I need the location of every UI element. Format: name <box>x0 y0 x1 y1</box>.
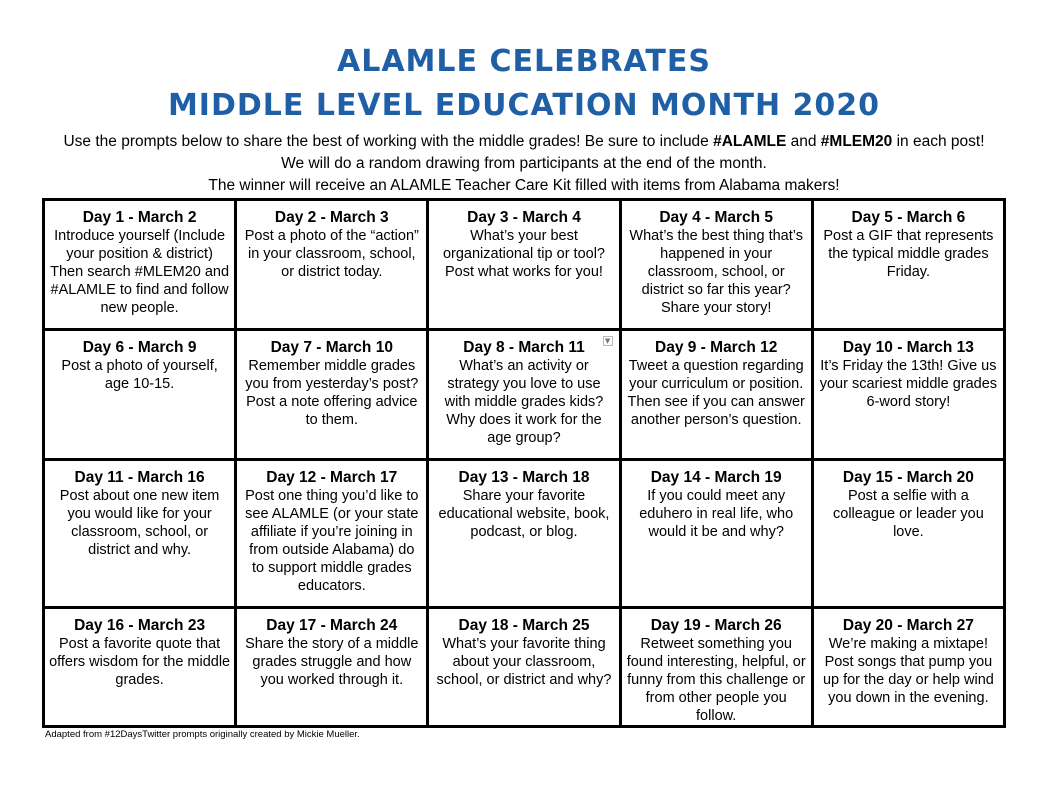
day-heading: Day 8 - March 11 <box>463 339 585 356</box>
day-cell-17 <box>237 609 426 725</box>
day-heading: Day 10 - March 13 <box>842 339 974 356</box>
day-prompt: Share your favorite educational website, book, podcast, or blog. <box>438 488 610 540</box>
day-heading: Day 9 - March 12 <box>655 339 778 356</box>
day-heading: Day 17 - March 24 <box>266 617 398 634</box>
day-cell-10 <box>814 331 1003 458</box>
day-cell-18 <box>429 609 618 725</box>
day-cell-2 <box>237 201 426 328</box>
day-cell-12 <box>237 461 426 606</box>
chevron-down-icon[interactable]: ▼ <box>603 336 613 346</box>
day-heading: Day 1 - March 2 <box>82 209 197 226</box>
intro-line-1 <box>0 133 1048 151</box>
day-prompt: What’s an activity or strategy you love to use with middle grades kids? Why does it work for the age group? <box>444 358 604 446</box>
day-prompt: If you could meet any eduhero in real life, who would it be and why? <box>639 488 794 540</box>
day-prompt: Tweet a question regarding your curriculum or position. Then see if you can answer another person’s question. <box>627 358 805 428</box>
day-prompt: Post a favorite quote that offers wisdom for the middle grades. <box>49 636 231 688</box>
day-prompt: Post one thing you’d like to see ALAMLE (or your state affiliate if you’re joining in from outside Alabama) do to support middle grades educators. <box>245 488 419 594</box>
calendar-grid <box>42 198 1006 728</box>
day-prompt: What’s your favorite thing about your classroom, school, or district and why? <box>436 636 612 688</box>
day-cell-14 <box>622 461 811 606</box>
day-prompt: Retweet something you found interesting, helpful, or funny from this challenge or from other people you follow. <box>626 636 806 724</box>
day-heading: Day 14 - March 19 <box>650 469 782 486</box>
intro-line-2: We will do a random drawing from participants at the end of the month. <box>281 155 767 172</box>
hashtag-alamle: #ALAMLE <box>713 133 787 150</box>
day-prompt: Share the story of a middle grades struggle and how you worked through it. <box>245 636 419 688</box>
day-prompt: Post about one new item you would like for your classroom, school, or district and why. <box>59 488 220 558</box>
day-cell-11 <box>45 461 234 606</box>
day-prompt: What’s the best thing that’s happened in your classroom, school, or district so far this year? Share your story! <box>629 228 803 316</box>
day-prompt: Introduce yourself (Include your position & district) Then search #MLEM20 and #ALAMLE to find and follow new people. <box>50 228 230 316</box>
day-heading: Day 6 - March 9 <box>82 339 197 356</box>
intro-text-c: in each post! <box>892 133 985 150</box>
day-cell-19 <box>622 609 811 725</box>
day-cell-1 <box>45 201 234 328</box>
intro-text-a: Use the prompts below to share the best of working with the middle grades! Be sure to include <box>63 133 714 150</box>
page-title-line2: MIDDLE LEVEL EDUCATION MONTH 2020 <box>167 88 881 123</box>
day-heading: Day 5 - March 6 <box>851 209 966 226</box>
day-cell-15 <box>814 461 1003 606</box>
day-heading: Day 3 - March 4 <box>467 209 581 226</box>
page-title-line1: ALAMLE CELEBRATES <box>337 44 711 79</box>
day-cell-3 <box>429 201 618 328</box>
day-cell-16 <box>45 609 234 725</box>
day-heading: Day 20 - March 27 <box>842 617 974 634</box>
intro-text-b: and <box>786 133 821 150</box>
day-heading: Day 15 - March 20 <box>842 469 974 486</box>
hashtag-mlem20: #MLEM20 <box>820 133 893 150</box>
day-cell-7 <box>237 331 426 458</box>
day-heading: Day 4 - March 5 <box>659 209 774 226</box>
intro-line-3: The winner will receive an ALAMLE Teacher Care Kit filled with items from Alabama makers! <box>208 177 840 194</box>
day-heading: Day 16 - March 23 <box>74 617 206 634</box>
day-cell-5 <box>814 201 1003 328</box>
day-prompt: It’s Friday the 13th! Give us your scariest middle grades 6-word story! <box>819 358 998 410</box>
day-prompt: Post a photo of the “action” in your classroom, school, or district today. <box>244 228 419 280</box>
day-cell-9 <box>622 331 811 458</box>
attribution-footer: Adapted from #12DaysTwitter prompts originally created by Mickie Mueller. <box>45 729 360 740</box>
day-cell-4 <box>622 201 811 328</box>
day-prompt: Post a GIF that represents the typical middle grades Friday. <box>823 228 994 280</box>
day-prompt: Post a photo of yourself, age 10-15. <box>61 358 218 392</box>
day-heading: Day 18 - March 25 <box>458 617 590 634</box>
day-heading: Day 11 - March 16 <box>74 469 205 486</box>
day-prompt: We’re making a mixtape! Post songs that pump you up for the day or help wind you down in the evening. <box>822 636 994 706</box>
day-heading: Day 12 - March 17 <box>266 469 398 486</box>
day-heading: Day 19 - March 26 <box>650 617 782 634</box>
day-heading: Day 13 - March 18 <box>458 469 590 486</box>
day-heading: Day 7 - March 10 <box>270 339 393 356</box>
day-cell-13 <box>429 461 618 606</box>
day-heading: Day 2 - March 3 <box>274 209 389 226</box>
day-cell-8 <box>429 331 618 458</box>
day-prompt: Remember middle grades you from yesterday’s post? Post a note offering advice to them. <box>245 358 419 428</box>
day-cell-20 <box>814 609 1003 725</box>
day-prompt: What’s your best organizational tip or tool? Post what works for you! <box>442 228 605 280</box>
day-cell-6 <box>45 331 234 458</box>
day-prompt: Post a selfie with a colleague or leader you love. <box>833 488 984 540</box>
